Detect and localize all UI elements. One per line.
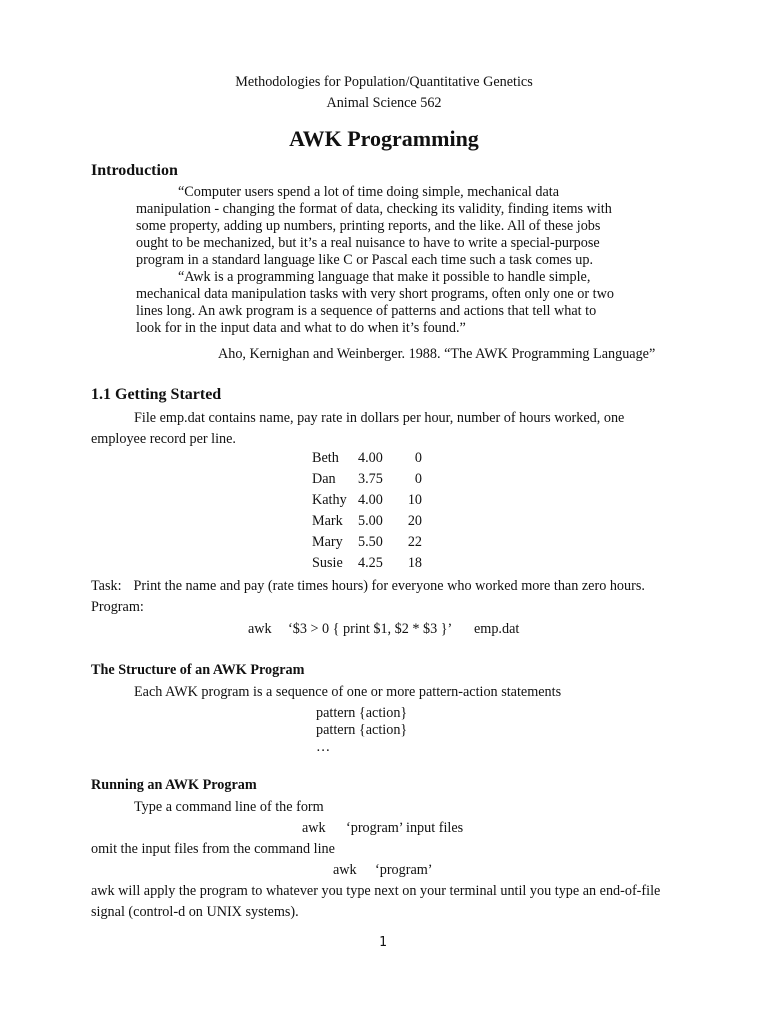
- employee-name: Beth: [312, 450, 339, 466]
- task-text: Print the name and pay (rate times hours) for everyone who worked more than zero hours.: [133, 578, 645, 594]
- employee-name: Susie: [312, 555, 343, 571]
- page-number: 1: [379, 935, 387, 950]
- table-row: [312, 555, 422, 576]
- command-line-example-2: [333, 862, 433, 879]
- running-heading: Running an AWK Program: [91, 777, 257, 793]
- employee-name: Mark: [312, 513, 343, 529]
- quote-line: some property, adding up numbers, printing reports, and the like. All of these jobs: [136, 218, 601, 234]
- ellipsis: …: [316, 739, 331, 755]
- task-line: [91, 578, 645, 595]
- command-args: ‘program’ input files: [346, 820, 464, 836]
- table-row: [312, 492, 422, 513]
- pattern-action-line: pattern {action}: [316, 722, 408, 738]
- file-description: File emp.dat contains name, pay rate in dollars per hour, number of hours worked, one: [134, 410, 625, 426]
- intro-heading: Introduction: [91, 162, 178, 179]
- hours-worked: 0: [414, 471, 422, 487]
- quote-line: “Awk is a programming language that make it possible to handle simple,: [178, 269, 591, 285]
- quote-line: lines long. An awk program is a sequence of patterns and actions that tell what to: [136, 303, 597, 319]
- quote-paragraph-2: [136, 269, 696, 337]
- awk-command: awk: [333, 862, 357, 878]
- quote-line: mechanical data manipulation tasks with very short programs, often only one or two: [136, 286, 614, 302]
- hours-worked: 22: [407, 534, 422, 550]
- quote-line: manipulation - changing the format of data, checking its validity, finding items with: [136, 201, 612, 217]
- quote-line: “Computer users spend a lot of time doing simple, mechanical data: [178, 184, 559, 200]
- pay-rate: 4.00: [358, 492, 383, 508]
- pattern-action-line: pattern {action}: [316, 705, 408, 721]
- quote-citation: Aho, Kernighan and Weinberger. 1988. “The AWK Programming Language”: [218, 346, 656, 362]
- course-title: Methodologies for Population/Quantitative Genetics: [235, 74, 533, 90]
- pay-rate: 5.00: [358, 513, 383, 529]
- running-text: Type a command line of the form: [134, 799, 324, 815]
- pay-rate: 3.75: [358, 471, 383, 487]
- pay-rate: 5.50: [358, 534, 383, 550]
- running-text-3-cont: signal (control-d on UNIX systems).: [91, 904, 299, 920]
- running-text-2: omit the input files from the command line: [91, 841, 335, 857]
- table-row: [312, 450, 422, 471]
- hours-worked: 20: [407, 513, 422, 529]
- table-row: [312, 534, 422, 555]
- quote-line: look for in the input data and what to do when it’s found.”: [136, 320, 466, 336]
- task-label: Task:: [91, 578, 122, 594]
- structure-text: Each AWK program is a sequence of one or more pattern-action statements: [134, 684, 562, 700]
- awk-program-code: ‘$3 > 0 { print $1, $2 * $3 }’: [288, 621, 453, 637]
- getting-started-heading: 1.1 Getting Started: [91, 386, 222, 403]
- employee-name: Dan: [312, 471, 336, 487]
- employee-table: [312, 450, 422, 576]
- command-args: ‘program’: [375, 862, 433, 878]
- page-title: AWK Programming: [289, 126, 479, 151]
- intro-quote: [136, 184, 696, 337]
- hours-worked: 0: [414, 450, 422, 466]
- input-file-name: emp.dat: [474, 621, 520, 637]
- hours-worked: 10: [407, 492, 422, 508]
- table-row: [312, 471, 422, 492]
- hours-worked: 18: [407, 555, 422, 571]
- awk-command: awk: [248, 621, 272, 637]
- quote-paragraph-1: [136, 184, 696, 269]
- pay-rate: 4.00: [358, 450, 383, 466]
- employee-name: Mary: [312, 534, 343, 550]
- course-number: Animal Science 562: [326, 95, 442, 111]
- table-row: [312, 513, 422, 534]
- quote-line: ought to be mechanized, but it’s a real nuisance to have to write a special-purpose: [136, 235, 600, 251]
- quote-line: program in a standard language like C or Pascal each time such a task comes up.: [136, 252, 594, 268]
- pay-rate: 4.25: [358, 555, 383, 571]
- structure-heading: The Structure of an AWK Program: [91, 662, 305, 678]
- running-text-3: awk will apply the program to whatever you type next on your terminal until you type an end-of-file: [91, 883, 661, 899]
- employee-name: Kathy: [312, 492, 347, 508]
- program-label: Program:: [91, 599, 144, 615]
- program-command-line: [248, 621, 519, 638]
- command-line-example: [302, 820, 463, 837]
- awk-command: awk: [302, 820, 326, 836]
- file-description-cont: employee record per line.: [91, 431, 236, 447]
